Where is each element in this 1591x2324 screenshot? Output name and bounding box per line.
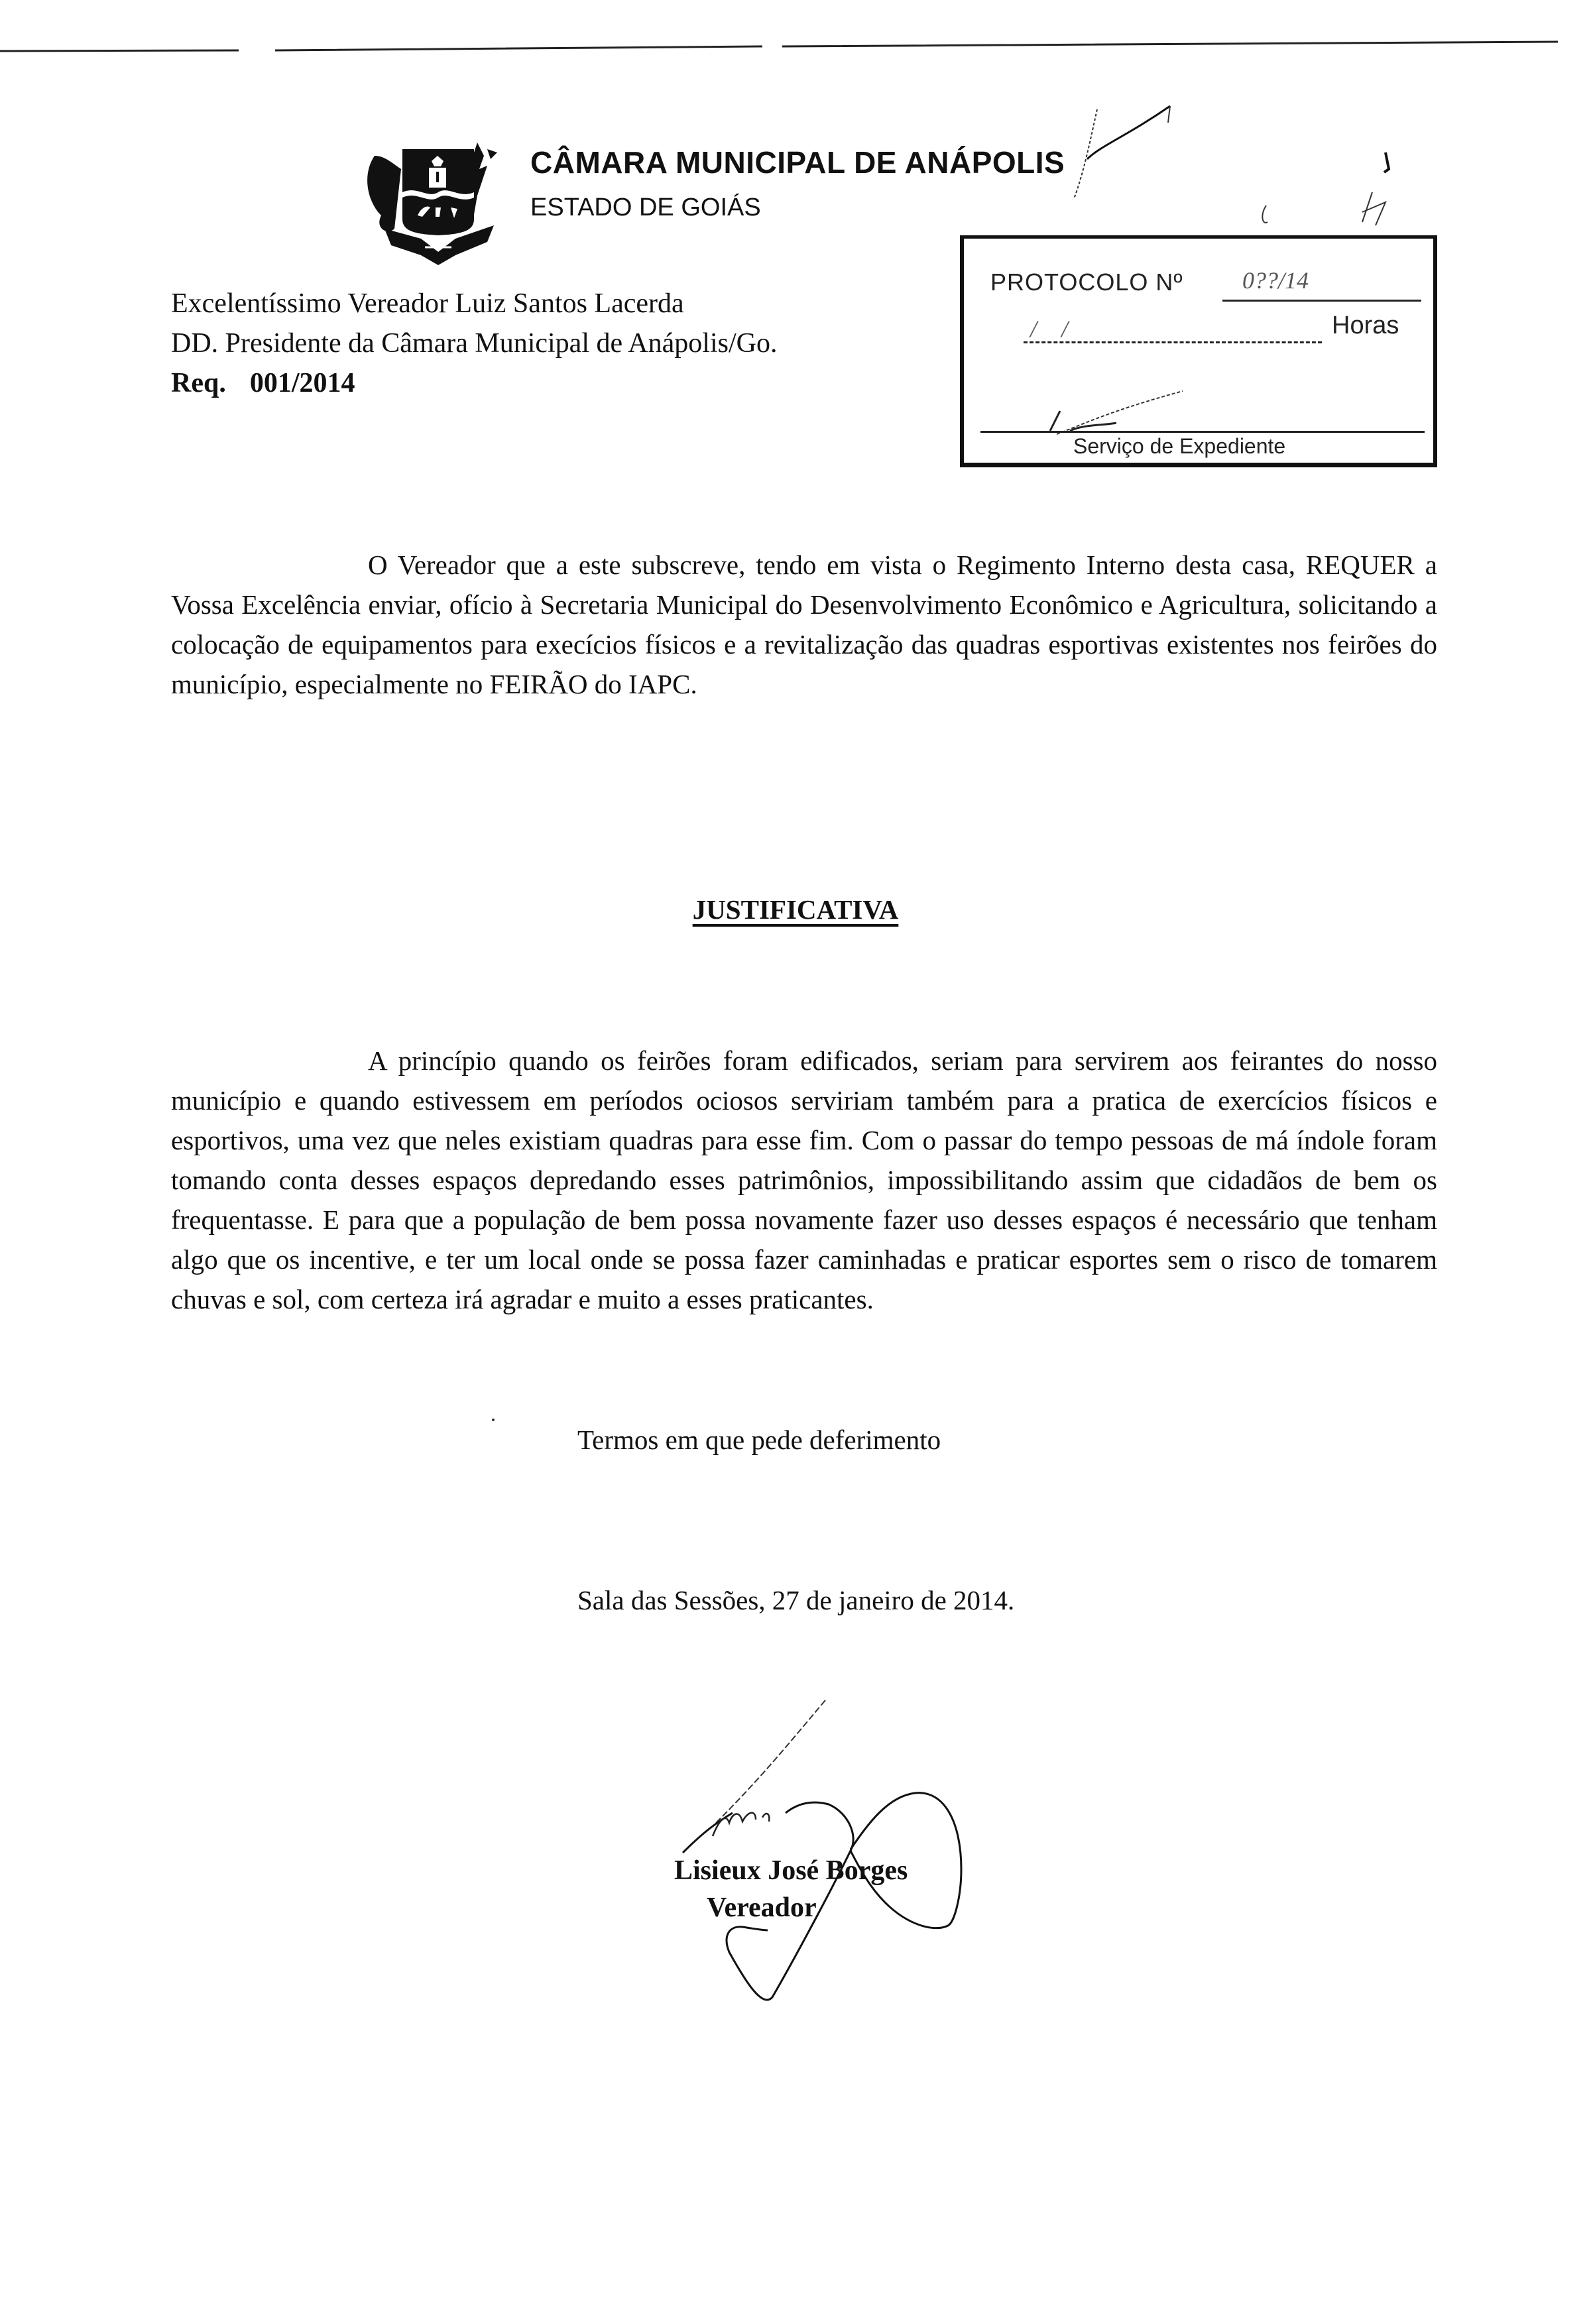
request-number xyxy=(171,363,355,403)
organization-title: CÂMARA MUNICIPAL DE ANÁPOLIS xyxy=(530,145,1065,180)
request-label: Req. xyxy=(171,368,226,398)
protocol-label: PROTOCOLO Nº xyxy=(990,268,1183,296)
justification-paragraph: A princípio quando os feirões foram edificados, seriam para servirem aos feirantes do nosso município e quando estivessem em períodos ociosos serviriam também para a pratica de exercícios físicos e esportivos, uma vez que neles existiam quadras para esse fim. Com o passar do tempo pessoas de má índole foram tomando conta desses espaços depredando esses patrimônios, impossibilitando assim que cidadãos de bem os frequentasse. E para que a população de bem possa novamente fazer uso desses espaços é necessário que tenham algo que os incentive, e ter um local onde se possa fazer caminhadas e praticar esportes sem o risco de tomarem chuvas e sol, com certeza irá agradar e muito a esses praticantes. xyxy=(171,1045,1437,1314)
hours-label: Horas xyxy=(1332,312,1399,339)
stamp-initials xyxy=(1030,384,1242,437)
justification-title: JUSTIFICATIVA xyxy=(692,894,899,925)
coat-of-arms-icon xyxy=(361,129,507,275)
handwritten-annotation xyxy=(1061,86,1458,239)
justification-heading xyxy=(0,894,1591,925)
closing-phrase: Termos em que pede deferimento xyxy=(577,1424,941,1455)
signer-role: Vereador xyxy=(707,1892,817,1923)
protocol-stamp xyxy=(960,235,1437,467)
protocol-date: / / xyxy=(1030,316,1078,342)
request-paragraph: O Vereador que a este subscreve, tendo em vista o Regimento Interno desta casa, REQUER a Vossa Excelência enviar, ofício à Secretaria Municipal do Desenvolvimento Econômico e Agricultura, solicitando a colocação de equipamentos para execícios físicos e a revitalização das quadras esportivas existentes nos feirões do município, especialmente no FEIRÃO do IAPC. xyxy=(171,550,1437,699)
scan-edge-line xyxy=(0,0,1591,99)
addressee-title: DD. Presidente da Câmara Municipal de Anápolis/Go. xyxy=(171,328,778,359)
organization-subtitle: ESTADO DE GOIÁS xyxy=(530,194,761,221)
signature-underline xyxy=(980,431,1425,433)
place-and-date: Sala das Sessões, 27 de janeiro de 2014. xyxy=(577,1585,1015,1615)
stray-dot xyxy=(492,1419,495,1421)
request-number-value: 001/2014 xyxy=(249,368,355,398)
service-label: Serviço de Expediente xyxy=(1073,434,1286,458)
handwritten-signature xyxy=(630,1670,1193,2002)
protocol-number: 0??/14 xyxy=(1242,267,1309,294)
addressee-line: Excelentíssimo Vereador Luiz Santos Lacerda xyxy=(171,288,684,319)
protocol-underline xyxy=(1222,300,1421,302)
signer-name: Lisieux José Borges xyxy=(674,1855,908,1886)
